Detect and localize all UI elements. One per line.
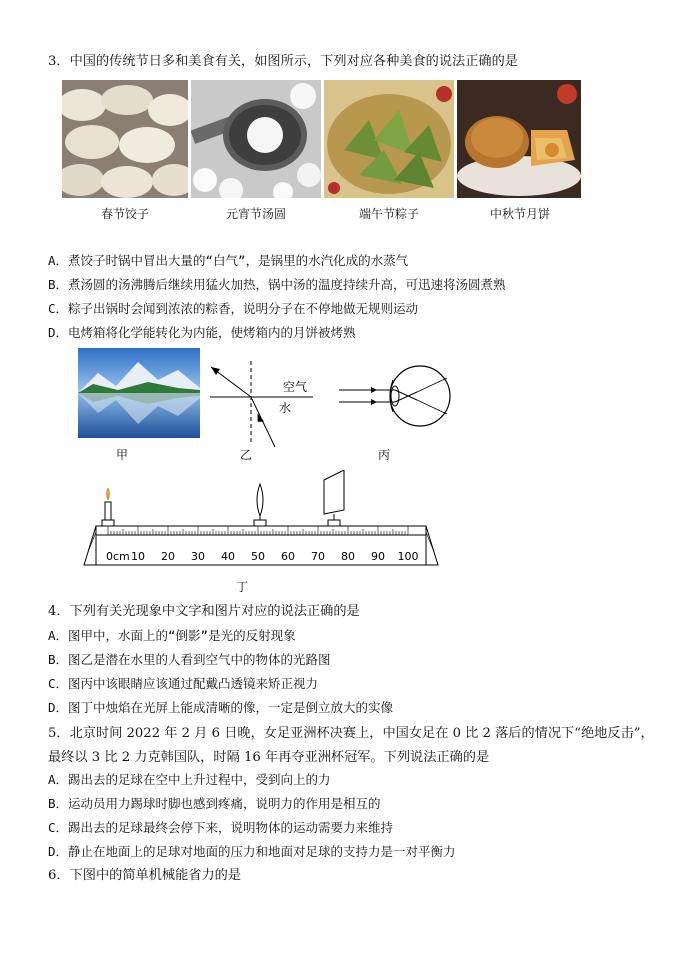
q4-option-a: A．图甲中，水面上的“倒影”是光的反射现象 <box>48 628 296 643</box>
ruler-tick-label: 100 <box>397 550 419 563</box>
caption-dumplings: 春节饺子 <box>100 207 149 221</box>
q3-option-b: B．煮汤圆的汤沸腾后继续用猛火加热，锅中汤的温度持续升高，可迅速将汤圆煮熟 <box>48 277 506 292</box>
ruler-tick-label: 40 <box>221 550 235 563</box>
q5-option-d: D．静止在地面上的足球对地面的压力和地面对足球的支持力是一对平衡力 <box>48 844 456 859</box>
ruler-tick-label: 0cm <box>106 550 130 563</box>
ruler-tick-label: 30 <box>191 550 205 563</box>
optical-bench-ruler <box>84 526 438 565</box>
ruler-tick-label: 10 <box>131 550 145 563</box>
q4-option-d: D．图丁中烛焰在光屏上能成清晰的像，一定是倒立放大的实像 <box>48 700 394 715</box>
tangyuan-photo <box>191 80 321 198</box>
caption-zongzi: 端午节粽子 <box>358 207 419 221</box>
q5-stem: 5．北京时间 2022 年 2 月 6 日晚，女足亚洲杯决赛上，中国女足在 0 比 2 落后的情况下“绝地反击”，最终以 3 比 2 力克韩国队，时隔 16 年再夺亚洲杯冠军。下列说法正确的是 <box>48 726 654 765</box>
q4-option-b: B．图乙是潜在水里的人看到空气中的物体的光路图 <box>48 652 331 667</box>
q3-stem: 3．中国的传统节日多和美食有关，如图所示，下列对应各种美食的说法正确的是 <box>48 54 518 69</box>
dumplings-photo <box>62 80 188 198</box>
light-screen <box>324 470 344 526</box>
q3-option-d: D．电烤箱将化学能转化为内能，使烤箱内的月饼被烤熟 <box>48 325 356 340</box>
figure-yi-refraction-diagram <box>205 357 325 452</box>
figure-label-jia: 甲 <box>116 448 129 462</box>
q5-option-a: A．踢出去的足球在空中上升过程中，受到向上的力 <box>48 772 331 787</box>
figure-jia-lake-reflection <box>78 348 200 438</box>
caption-tangyuan: 元宵节汤圆 <box>225 207 286 221</box>
q4-stem: 4．下列有关光现象中文字和图片对应的说法正确的是 <box>48 604 360 619</box>
q6-stem: 6．下图中的简单机械能省力的是 <box>48 868 242 883</box>
ruler-tick-label: 70 <box>311 550 325 563</box>
ruler-tick-label: 80 <box>341 550 355 563</box>
caption-mooncake: 中秋节月饼 <box>489 207 550 221</box>
figure-bing-eye-diagram <box>335 360 465 430</box>
q4-option-c: C．图丙中该眼睛应该通过配戴凸透镜来矫正视力 <box>48 676 319 691</box>
mooncake-photo <box>457 80 581 198</box>
water-label: 水 <box>279 401 292 415</box>
ruler-tick-label: 50 <box>251 550 265 563</box>
convex-lens <box>254 484 266 526</box>
candle <box>102 488 114 526</box>
q5-option-b: B．运动员用力踢球时脚也感到疼痛，说明力的作用是相互的 <box>48 796 381 811</box>
ruler-tick-label: 60 <box>281 550 295 563</box>
figure-label-yi: 乙 <box>240 448 253 462</box>
ruler-tick-label: 90 <box>371 550 385 563</box>
ruler-tick-label: 20 <box>161 550 175 563</box>
air-label: 空气 <box>283 380 308 394</box>
q5-option-c: C．踢出去的足球最终会停下来，说明物体的运动需要力来维持 <box>48 820 394 835</box>
figure-ding-optical-bench <box>82 470 442 570</box>
figure-label-bing: 丙 <box>378 448 391 462</box>
q3-option-a: A．煮饺子时锅中冒出大量的“白气”，是锅里的水汽化成的水蒸气 <box>48 253 409 268</box>
zongzi-photo <box>324 80 454 198</box>
figure-label-ding: 丁 <box>236 580 249 594</box>
q3-option-c: C．粽子出锅时会闻到浓浓的粽香，说明分子在不停地做无规则运动 <box>48 301 419 316</box>
